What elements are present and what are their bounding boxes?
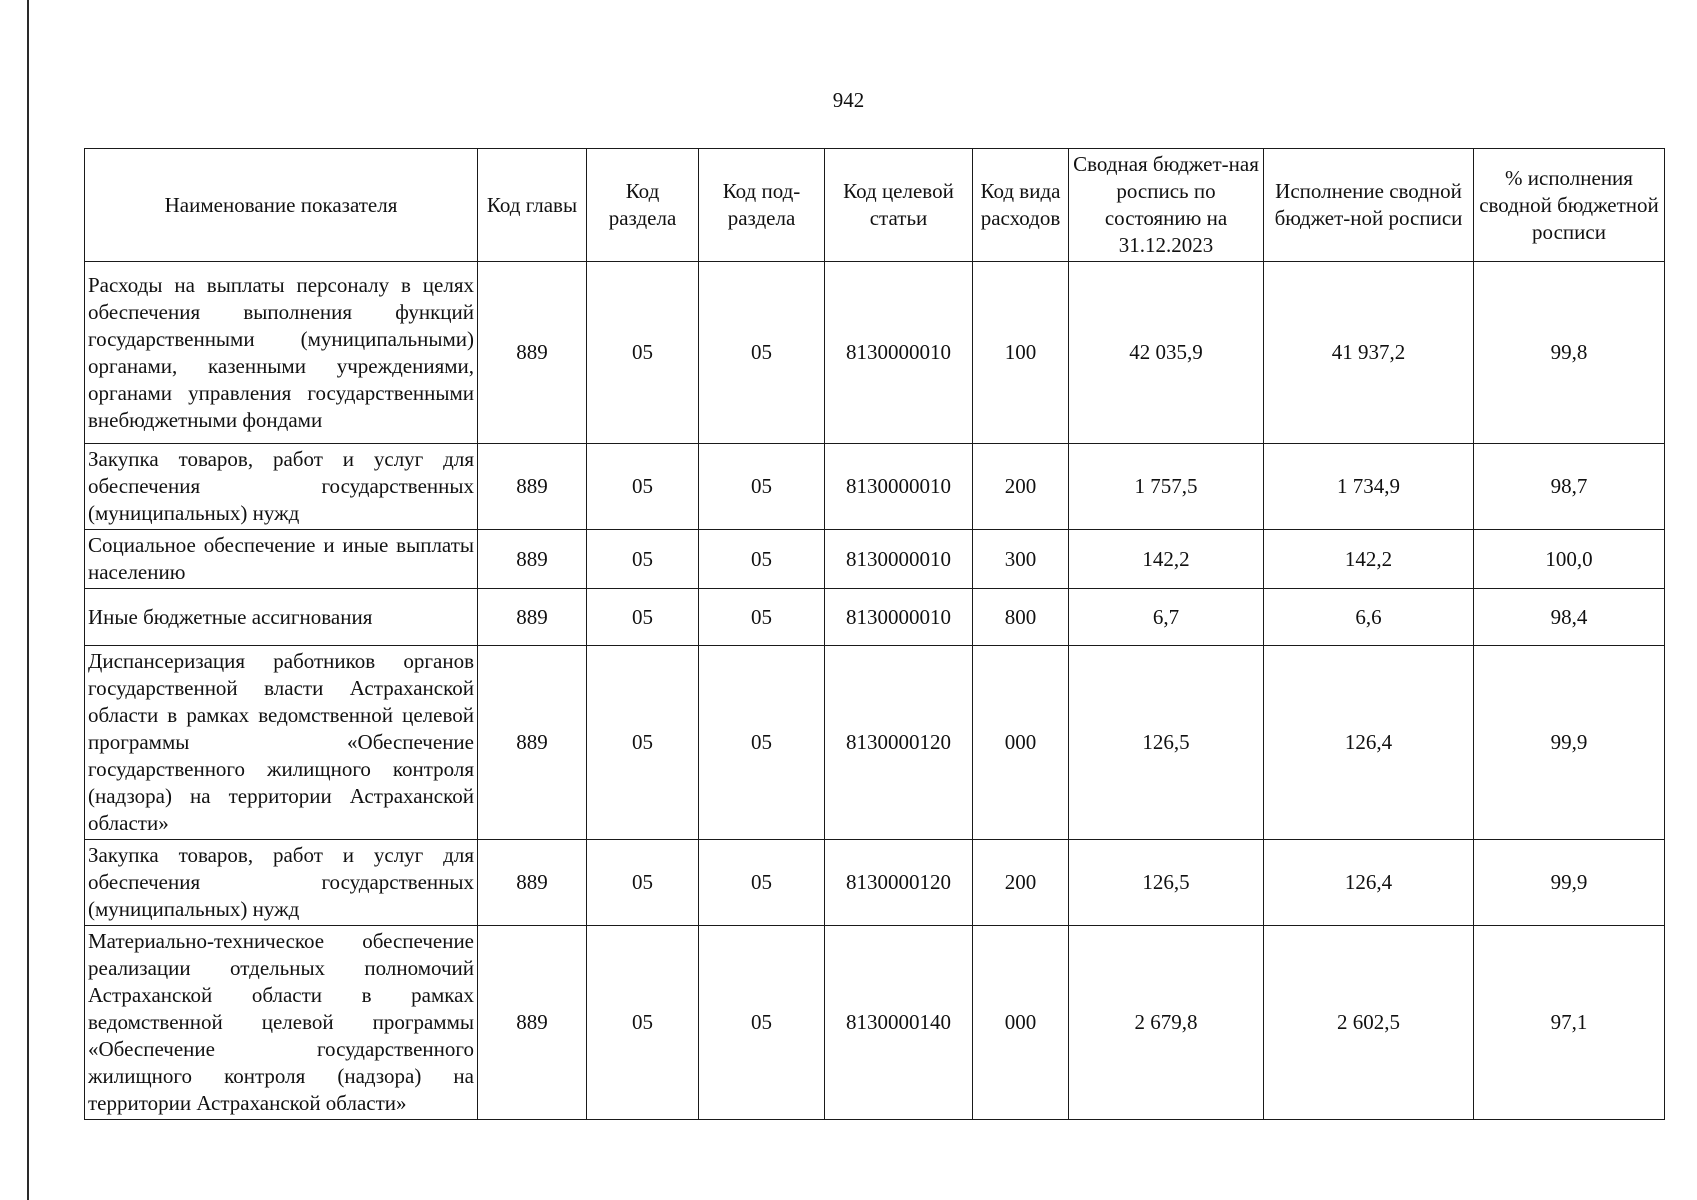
row-indicator-name: Закупка товаров, работ и услуг для обеспечения государственных (муниципальных) нужд bbox=[85, 840, 478, 926]
header-indicator-name: Наименование показателя bbox=[85, 149, 478, 262]
row-execution-percent: 99,9 bbox=[1474, 646, 1665, 840]
row-chapter-code: 889 bbox=[478, 530, 587, 589]
table-row bbox=[85, 262, 1665, 444]
header-chapter-code: Код главы bbox=[478, 149, 587, 262]
row-subsection-code: 05 bbox=[699, 589, 825, 646]
row-indicator-name: Расходы на выплаты персоналу в целях обеспечения выполнения функций государственными (муниципальными) органами, казенными учреждениями, органами управления государственными внебюджетными фондами bbox=[85, 262, 478, 444]
row-budget-plan: 126,5 bbox=[1069, 646, 1264, 840]
row-subsection-code: 05 bbox=[699, 262, 825, 444]
table-row bbox=[85, 926, 1665, 1120]
table-row bbox=[85, 530, 1665, 589]
row-expense-type-code: 000 bbox=[973, 646, 1069, 840]
row-section-code: 05 bbox=[587, 840, 699, 926]
row-subsection-code: 05 bbox=[699, 530, 825, 589]
row-target-article-code: 8130000140 bbox=[825, 926, 973, 1120]
row-budget-execution: 126,4 bbox=[1264, 646, 1474, 840]
row-chapter-code: 889 bbox=[478, 444, 587, 530]
table-row bbox=[85, 840, 1665, 926]
row-expense-type-code: 800 bbox=[973, 589, 1069, 646]
budget-execution-table bbox=[84, 148, 1665, 1120]
header-section-code: Код раздела bbox=[587, 149, 699, 262]
row-budget-plan: 2 679,8 bbox=[1069, 926, 1264, 1120]
row-section-code: 05 bbox=[587, 589, 699, 646]
row-execution-percent: 98,4 bbox=[1474, 589, 1665, 646]
row-chapter-code: 889 bbox=[478, 926, 587, 1120]
row-execution-percent: 97,1 bbox=[1474, 926, 1665, 1120]
row-expense-type-code: 300 bbox=[973, 530, 1069, 589]
row-indicator-name: Диспансеризация работников органов государственной власти Астраханской области в рамках ведомственной целевой программы «Обеспечение государственного жилищного контроля (надзора) на территории Астраханской области» bbox=[85, 646, 478, 840]
row-target-article-code: 8130000010 bbox=[825, 262, 973, 444]
row-target-article-code: 8130000120 bbox=[825, 646, 973, 840]
row-expense-type-code: 000 bbox=[973, 926, 1069, 1120]
row-budget-plan: 1 757,5 bbox=[1069, 444, 1264, 530]
row-section-code: 05 bbox=[587, 646, 699, 840]
row-target-article-code: 8130000010 bbox=[825, 589, 973, 646]
row-section-code: 05 bbox=[587, 444, 699, 530]
header-subsection-code: Код под-раздела bbox=[699, 149, 825, 262]
row-chapter-code: 889 bbox=[478, 262, 587, 444]
header-budget-execution: Исполнение сводной бюджет-ной росписи bbox=[1264, 149, 1474, 262]
binding-margin-line bbox=[27, 0, 29, 1200]
row-budget-plan: 142,2 bbox=[1069, 530, 1264, 589]
row-expense-type-code: 200 bbox=[973, 840, 1069, 926]
row-section-code: 05 bbox=[587, 926, 699, 1120]
row-indicator-name: Закупка товаров, работ и услуг для обеспечения государственных (муниципальных) нужд bbox=[85, 444, 478, 530]
row-execution-percent: 98,7 bbox=[1474, 444, 1665, 530]
table-header-row bbox=[85, 149, 1665, 262]
header-execution-percent: % исполнения сводной бюджетной росписи bbox=[1474, 149, 1665, 262]
row-section-code: 05 bbox=[587, 262, 699, 444]
row-subsection-code: 05 bbox=[699, 840, 825, 926]
row-execution-percent: 99,8 bbox=[1474, 262, 1665, 444]
row-target-article-code: 8130000120 bbox=[825, 840, 973, 926]
header-target-article-code: Код целевой статьи bbox=[825, 149, 973, 262]
row-indicator-name: Социальное обеспечение и иные выплаты населению bbox=[85, 530, 478, 589]
row-budget-execution: 2 602,5 bbox=[1264, 926, 1474, 1120]
row-expense-type-code: 200 bbox=[973, 444, 1069, 530]
row-expense-type-code: 100 bbox=[973, 262, 1069, 444]
row-chapter-code: 889 bbox=[478, 840, 587, 926]
header-expense-type-code: Код вида расходов bbox=[973, 149, 1069, 262]
row-budget-execution: 41 937,2 bbox=[1264, 262, 1474, 444]
row-budget-execution: 142,2 bbox=[1264, 530, 1474, 589]
row-budget-execution: 1 734,9 bbox=[1264, 444, 1474, 530]
row-execution-percent: 100,0 bbox=[1474, 530, 1665, 589]
row-budget-execution: 6,6 bbox=[1264, 589, 1474, 646]
row-budget-execution: 126,4 bbox=[1264, 840, 1474, 926]
table-row bbox=[85, 589, 1665, 646]
header-budget-plan: Сводная бюджет-ная роспись по состоянию на 31.12.2023 bbox=[1069, 149, 1264, 262]
row-indicator-name: Иные бюджетные ассигнования bbox=[85, 589, 478, 646]
row-chapter-code: 889 bbox=[478, 589, 587, 646]
row-subsection-code: 05 bbox=[699, 926, 825, 1120]
row-budget-plan: 42 035,9 bbox=[1069, 262, 1264, 444]
table-row bbox=[85, 444, 1665, 530]
row-budget-plan: 126,5 bbox=[1069, 840, 1264, 926]
row-subsection-code: 05 bbox=[699, 646, 825, 840]
row-indicator-name: Материально-техническое обеспечение реализации отдельных полномочий Астраханской области в рамках ведомственной целевой программы «Обеспечение государственного жилищного контроля (надзора) на территории Астраханской области» bbox=[85, 926, 478, 1120]
row-target-article-code: 8130000010 bbox=[825, 444, 973, 530]
row-section-code: 05 bbox=[587, 530, 699, 589]
row-subsection-code: 05 bbox=[699, 444, 825, 530]
row-chapter-code: 889 bbox=[478, 646, 587, 840]
table-row bbox=[85, 646, 1665, 840]
page-number: 942 bbox=[832, 88, 865, 112]
row-budget-plan: 6,7 bbox=[1069, 589, 1264, 646]
row-execution-percent: 99,9 bbox=[1474, 840, 1665, 926]
row-target-article-code: 8130000010 bbox=[825, 530, 973, 589]
